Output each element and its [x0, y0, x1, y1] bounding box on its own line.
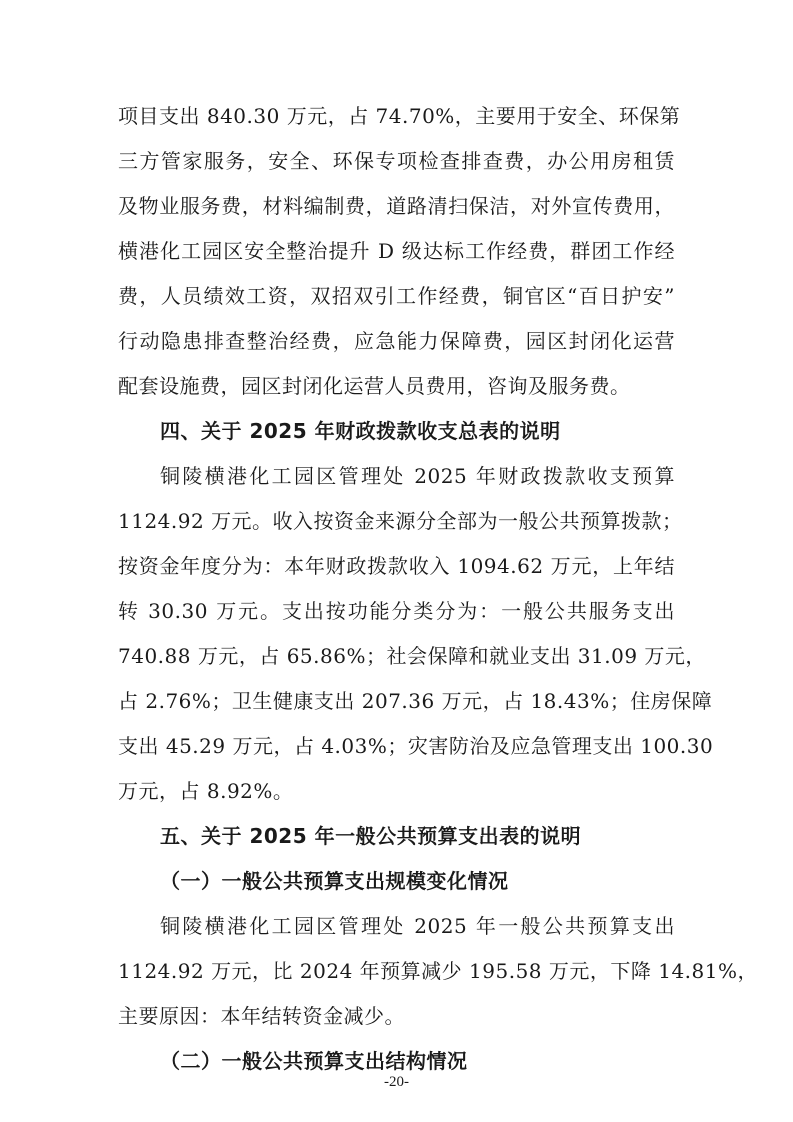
body-text-line: 1124.92 万元，比 2024 年预算减少 195.58 万元，下降 14.81%， [118, 959, 758, 983]
body-text-line: 主要原因：本年结转资金减少。 [118, 1004, 405, 1028]
subsection-heading-2: （二）一般公共预算支出结构情况 [160, 1049, 468, 1073]
body-text-line: 项目支出 840.30 万元，占 74.70%，主要用于安全、环保第 [118, 104, 681, 128]
body-text-line: 万元，占 8.92%。 [118, 779, 294, 803]
body-text-line: 转 30.30 万元。支出按功能分类分为：一般公共服务支出 [118, 599, 675, 623]
body-text-line: 行动隐患排查整治经费，应急能力保障费，园区封闭化运营 [118, 329, 675, 353]
body-text-line: 1124.92 万元。收入按资金来源分全部为一般公共预算拨款； [118, 509, 683, 533]
section-heading-4: 四、关于 2025 年财政拨款收支总表的说明 [160, 419, 561, 443]
body-text-line: 占 2.76%；卫生健康支出 207.36 万元，占 18.43%；住房保障 [118, 689, 713, 713]
body-text-line: 及物业服务费，材料编制费，道路清扫保洁，对外宣传费用， [118, 194, 675, 218]
body-text-line: 铜陵横港化工园区管理处 2025 年财政拨款收支预算 [160, 464, 675, 488]
body-text-line: 三方管家服务，安全、环保专项检查排查费，办公用房租赁 [118, 149, 675, 173]
body-text-line: 费，人员绩效工资，双招双引工作经费，铜官区“百日护安” [118, 284, 675, 308]
body-text-line: 支出 45.29 万元，占 4.03%；灾害防治及应急管理支出 100.30 [118, 734, 714, 758]
page-number: -20- [384, 1074, 409, 1090]
body-text-line: 横港化工园区安全整治提升 D 级达标工作经费，群团工作经 [118, 239, 675, 263]
body-text-line: 铜陵横港化工园区管理处 2025 年一般公共预算支出 [160, 914, 675, 938]
section-heading-5: 五、关于 2025 年一般公共预算支出表的说明 [160, 824, 582, 848]
body-text-line: 配套设施费，园区封闭化运营人员费用，咨询及服务费。 [118, 374, 631, 398]
body-text-line: 按资金年度分为：本年财政拨款收入 1094.62 万元，上年结 [118, 554, 675, 578]
subsection-heading-1: （一）一般公共预算支出规模变化情况 [160, 869, 509, 893]
body-text-line: 740.88 万元，占 65.86%；社会保障和就业支出 31.09 万元， [118, 644, 706, 668]
